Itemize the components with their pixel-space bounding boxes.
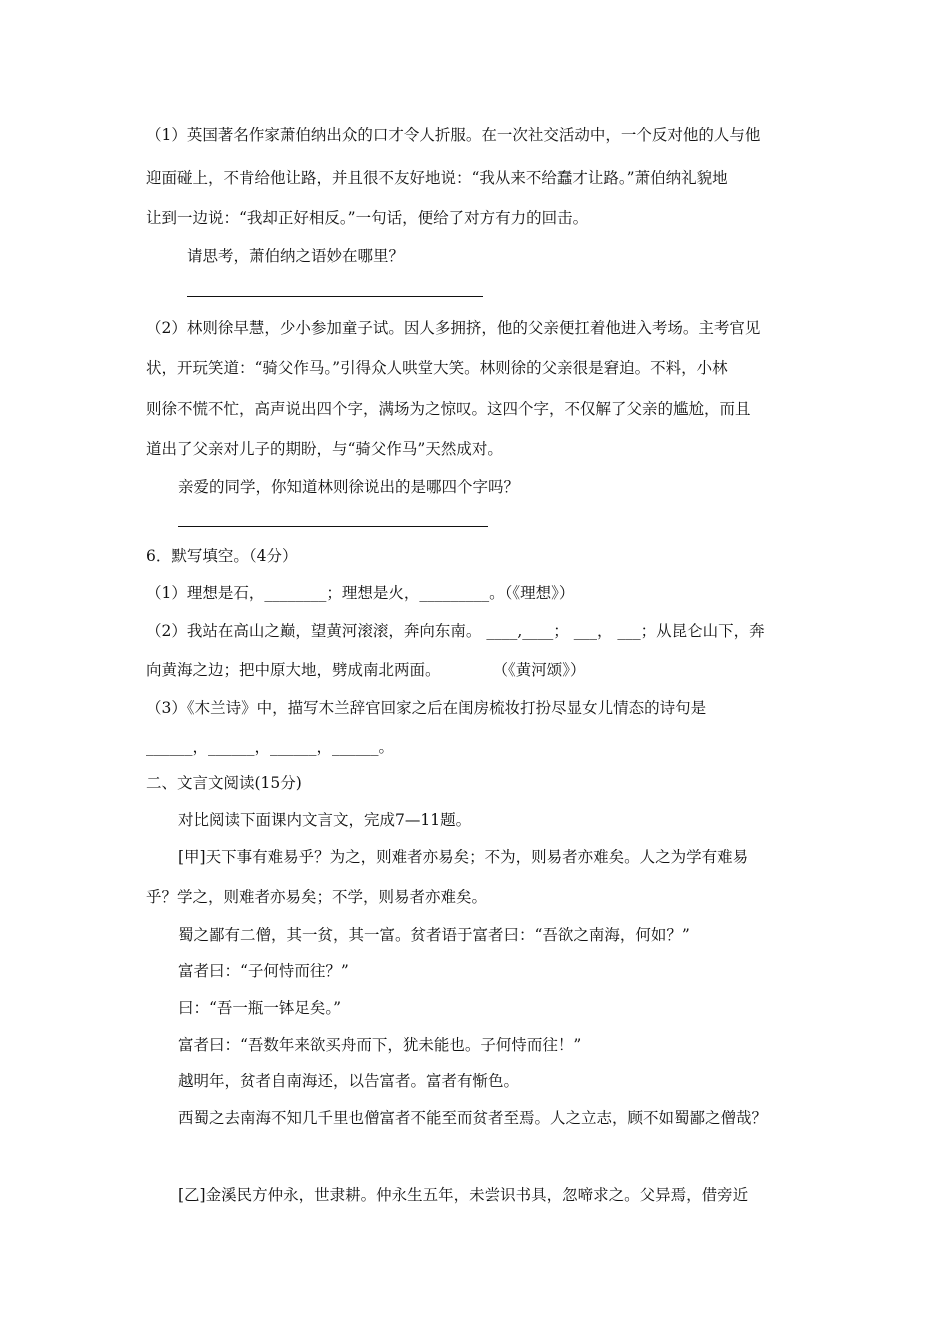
- blank-field[interactable]: ____: [522, 622, 554, 640]
- passage-line: 西蜀之去南海不知几千里也僧富者不能至而贫者至焉。人之立志，顾不如蜀鄙之僧哉？: [178, 1109, 768, 1127]
- passage-line: 乎？学之，则难者亦易矣；不学，则易者亦难矣。: [146, 888, 488, 906]
- source-citation: （《黄河颂》）: [492, 661, 586, 679]
- question-prompt: 请思考，萧伯纳之语妙在哪里？: [187, 247, 405, 265]
- blank-field[interactable]: ______，______，______，______。: [146, 738, 395, 756]
- blank-field[interactable]: _________: [419, 584, 490, 602]
- fill-blank-line: （2）我站在高山之巅，望黄河滚滚，奔向东南。 ____,____； ___， ___；从昆仑山下，奔: [146, 622, 765, 640]
- passage-line: [乙]金溪民方仲永，世隶耕。仲永生五年，未尝识书具，忽啼求之。父异焉，借旁近: [178, 1186, 749, 1204]
- text-segment: ；理想是火，: [326, 584, 420, 602]
- question-prompt: 亲爱的同学，你知道林则徐说出的是哪四个字吗？: [178, 478, 520, 496]
- text-segment: 向黄海之边；把中原大地，劈成南北两面。: [146, 661, 441, 679]
- passage-line: 让到一边说：“我却正好相反。”一句话，便给了对方有力的回击。: [146, 209, 589, 227]
- fill-blank-line: [146, 583, 846, 603]
- text-segment: （1）理想是石，: [146, 584, 265, 602]
- text-segment: 。（《理想》）: [489, 584, 575, 602]
- passage-line: 则徐不慌不忙，高声说出四个字，满场为之惊叹。这四个字，不仅解了父亲的尴尬，而且: [146, 400, 751, 418]
- question-heading: 6．默写填空。（4分）: [146, 547, 298, 565]
- passage-line: 迎面碰上，不肯给他让路，并且很不友好地说：“我从来不给蠢才让路。”萧伯纳礼貌地: [146, 169, 728, 187]
- blank-field[interactable]: ___: [573, 622, 597, 640]
- blank-field[interactable]: ____: [486, 622, 518, 640]
- answer-line[interactable]: [178, 526, 488, 527]
- passage-line: 状，开玩笑道：“骑父作马。”引得众人哄堂大笑。林则徐的父亲很是窘迫。不料，小林: [146, 359, 728, 377]
- passage-line: 富者曰：“吾数年来欲买舟而下，犹未能也。子何恃而往！”: [178, 1036, 582, 1054]
- passage-line: （2）林则徐早慧，少小参加童子试。因人多拥挤，他的父亲便扛着他进入考场。主考官见: [146, 319, 761, 337]
- blank-field[interactable]: ___: [617, 622, 641, 640]
- passage-line: 蜀之鄙有二僧，其一贫，其一富。贫者语于富者曰：“吾欲之南海，何如？”: [178, 926, 690, 944]
- text-segment: ；从昆仑山下，奔: [640, 622, 765, 640]
- question-line: （3）《木兰诗》中，描写木兰辞官回家之后在闺房梳妆打扮尽显女儿情态的诗句是: [146, 699, 707, 717]
- text-segment: （2）我站在高山之巅，望黄河滚滚，奔向东南。: [146, 622, 482, 640]
- blank-field[interactable]: ________: [264, 584, 327, 602]
- instruction-line: 对比阅读下面课内文言文，完成7—11题。: [178, 811, 472, 829]
- passage-line: 道出了父亲对儿子的期盼，与“骑父作马”天然成对。: [146, 440, 503, 458]
- section-heading: 二、文言文阅读(15分): [146, 774, 302, 792]
- passage-line: 曰：“吾一瓶一钵足矣。”: [178, 999, 342, 1017]
- passage-line: [甲]天下事有难易乎？为之，则难者亦易矣；不为，则易者亦难矣。人之为学有难易: [178, 848, 749, 866]
- answer-line[interactable]: [187, 296, 483, 297]
- passage-line: 越明年，贫者自南海还，以告富者。富者有惭色。: [178, 1072, 520, 1090]
- passage-line: （1）英国著名作家萧伯纳出众的口才令人折服。在一次社交活动中，一个反对他的人与他: [146, 126, 761, 144]
- passage-line: 富者曰：“子何恃而往？”: [178, 962, 349, 980]
- fill-blank-line: [146, 660, 846, 680]
